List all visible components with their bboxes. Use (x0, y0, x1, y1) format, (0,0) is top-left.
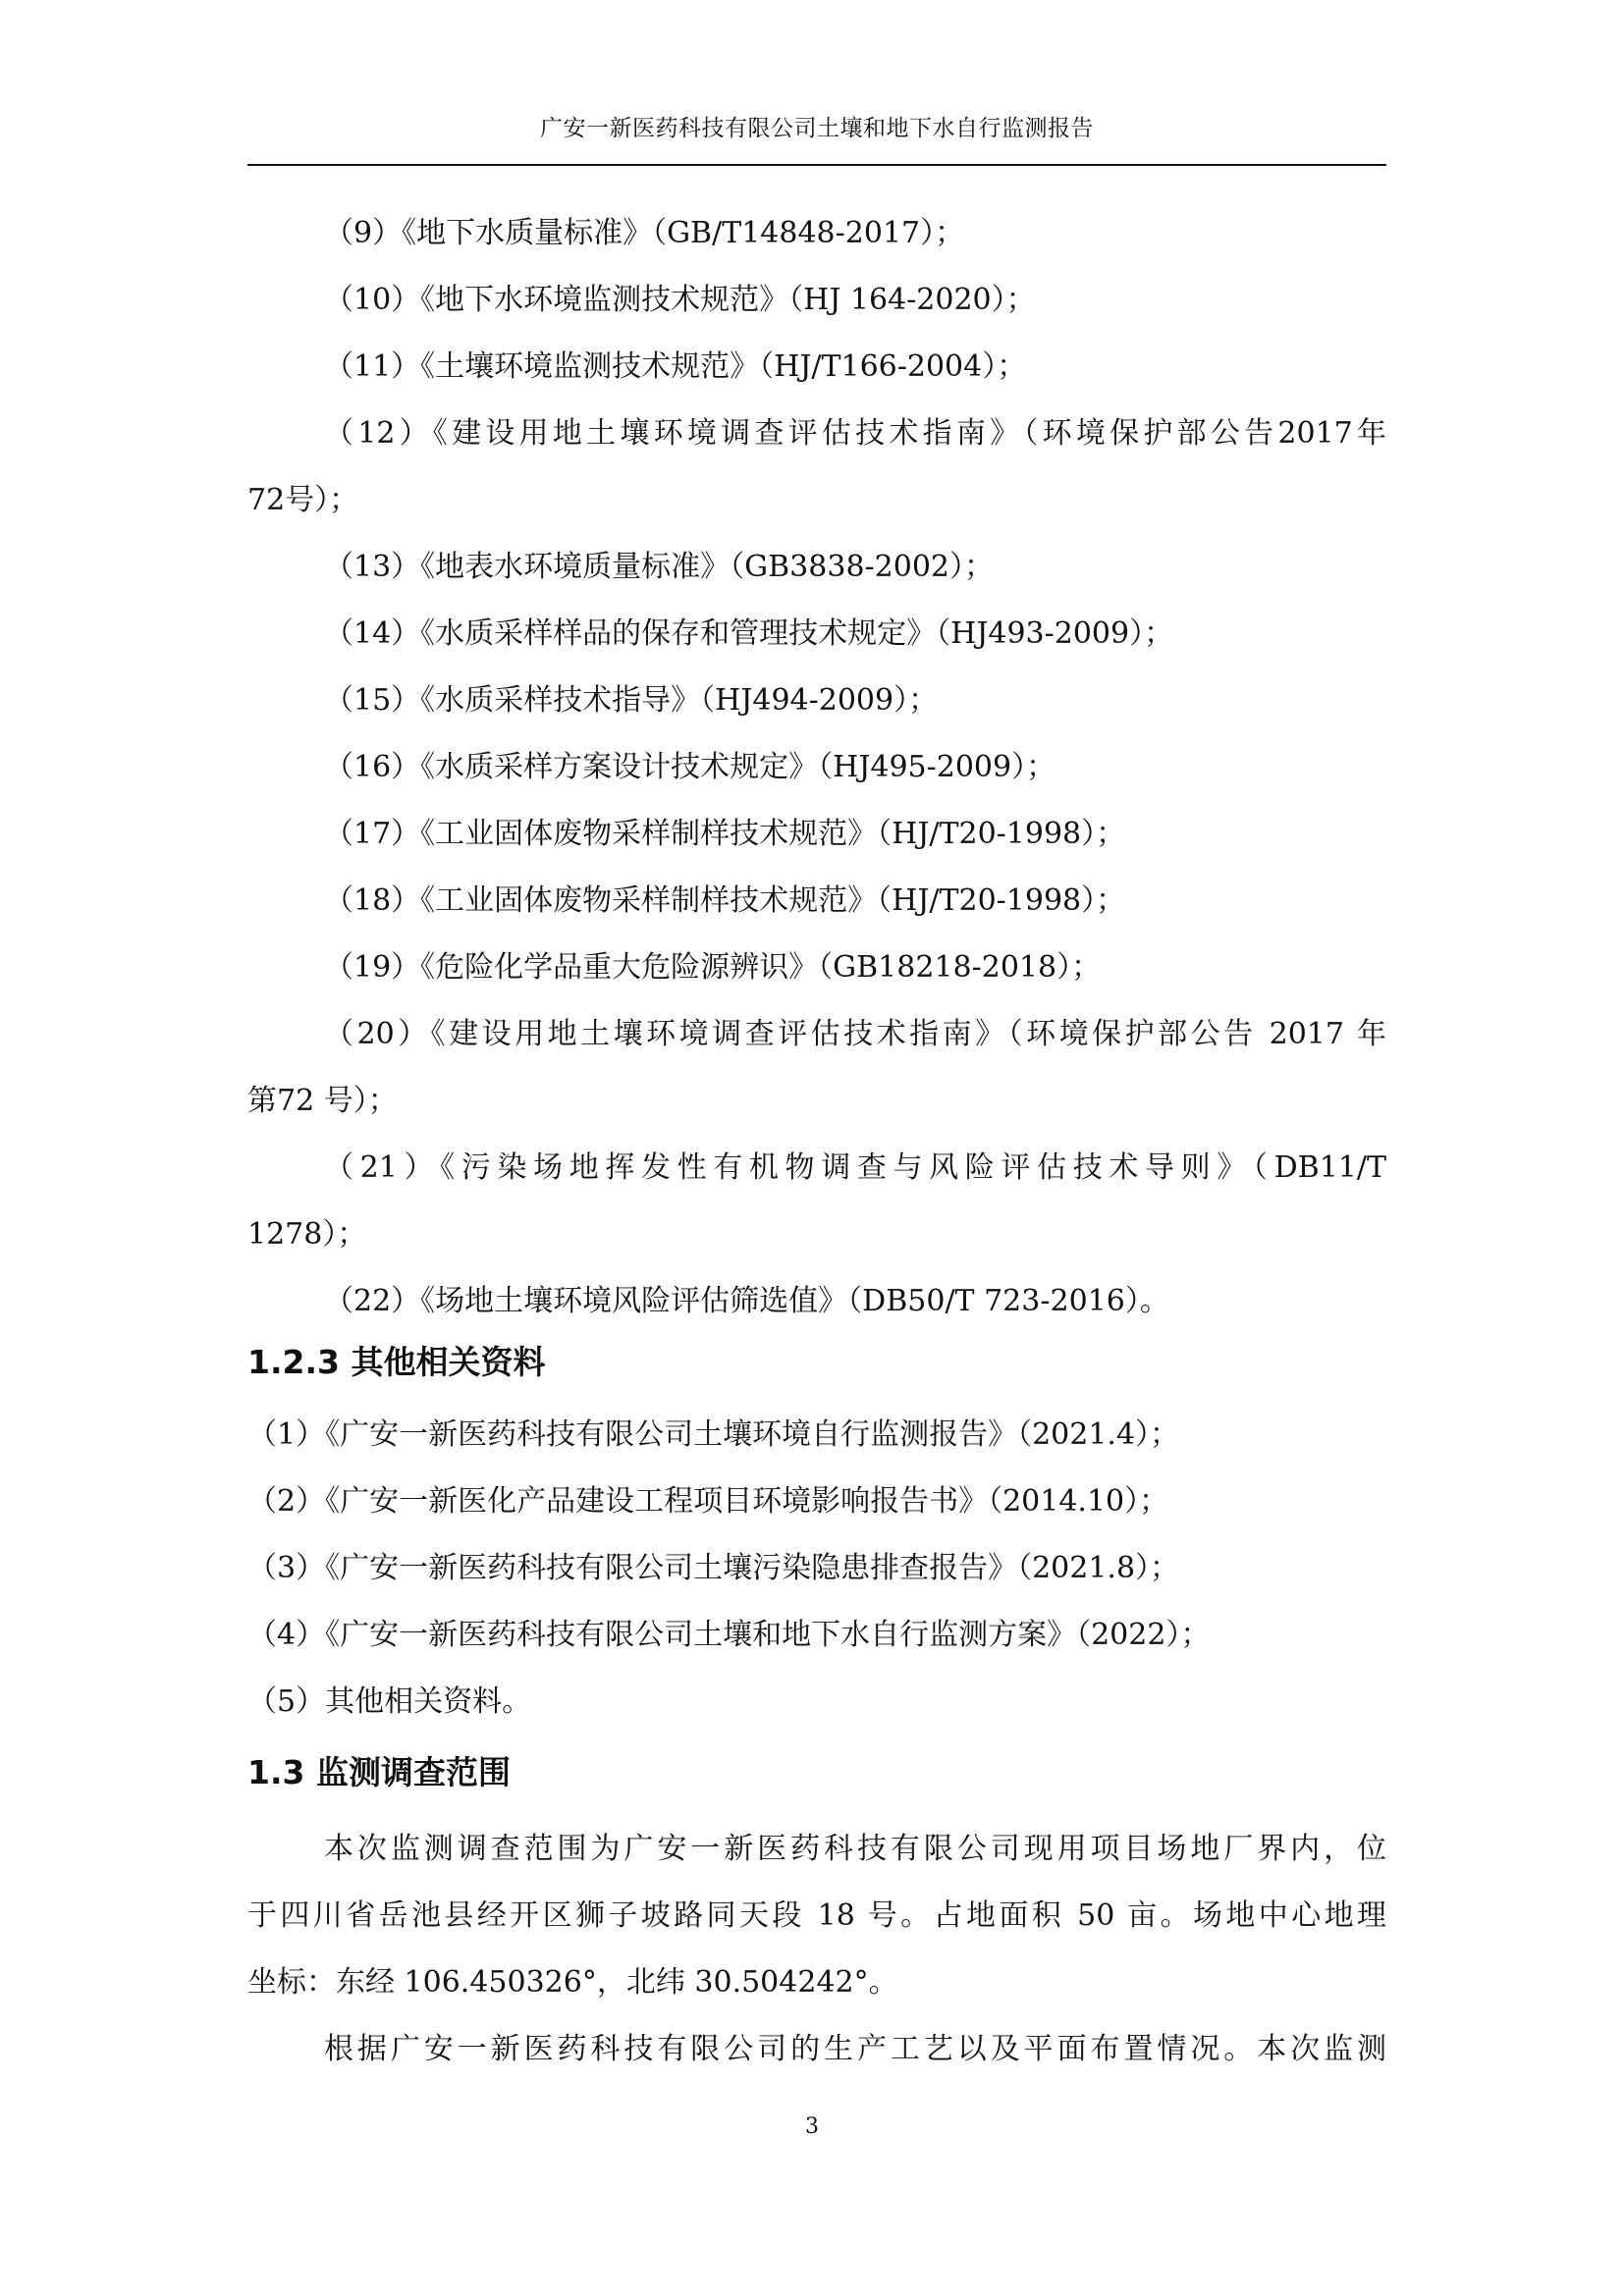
reference-item-16: （16）《水质采样方案设计技术规定》（HJ495-2009）； (324, 750, 1056, 784)
related-item-4: （4）《广安一新医药科技有限公司土壤和地下水自行监测方案》（2022）； (247, 1618, 1211, 1652)
layout-paragraph-line-1: 根据广安一新医药科技有限公司的生产工艺以及平面布置情况。本次监测 (324, 2032, 1386, 2066)
reference-item-22: （22）《场地土壤环境风险评估筛选值》（DB50/T 723-2016）。 (324, 1284, 1169, 1318)
reference-item-15: （15）《水质采样技术指导》（HJ494-2009）； (324, 683, 939, 718)
section-heading-1-3: 1.3 监测调查范围 (247, 1753, 511, 1791)
scope-paragraph-line-2: 于四川省岳池县经开区狮子坡路同天段 18 号。占地面积 50 亩。场地中心地理 (247, 1898, 1386, 1933)
related-item-5: （5）其他相关资料。 (247, 1684, 532, 1719)
reference-item-12-continuation: 72号）； (247, 483, 359, 517)
reference-item-14: （14）《水质采样样品的保存和管理技术规定》（HJ493-2009）； (324, 616, 1174, 651)
header-rule (247, 164, 1386, 166)
reference-item-20: （20）《建设用地土壤环境调查评估技术指南》（环境保护部公告 2017 年 (324, 1017, 1386, 1051)
reference-item-12: （12）《建设用地土壤环境调查评估技术指南》（环境保护部公告2017年 (324, 416, 1386, 451)
reference-item-21: （21）《污染场地挥发性有机物调查与风险评估技术导则》（DB11/T (324, 1150, 1386, 1185)
reference-item-20-continuation: 第72 号）； (247, 1084, 398, 1118)
related-item-1: （1）《广安一新医药科技有限公司土壤环境自行监测报告》（2021.4）； (247, 1417, 1180, 1452)
scope-paragraph-line-3: 坐标：东经 106.450326°，北纬 30.504242°。 (247, 1965, 898, 2000)
reference-item-19: （19）《危险化学品重大危险源辨识》（GB18218-2018）； (324, 950, 1102, 985)
page-number: 3 (805, 2114, 819, 2139)
reference-item-10: （10）《地下水环境监测技术规范》（HJ 164-2020）； (324, 283, 1036, 317)
reference-item-17: （17）《工业固体废物采样制样技术规范》（HJ/T20-1998）； (324, 817, 1126, 851)
running-header: 广安一新医药科技有限公司土壤和地下水自行监测报告 (540, 116, 1094, 141)
reference-item-13: （13）《地表水环境质量标准》（GB3838-2002）； (324, 550, 995, 584)
reference-item-9: （9）《地下水质量标准》（GB/T14848-2017）； (324, 216, 965, 250)
section-heading-1-2-3: 1.2.3 其他相关资料 (247, 1343, 546, 1381)
reference-item-11: （11）《土壤环境监测技术规范》（HJ/T166-2004）； (324, 349, 1027, 384)
related-item-2: （2）《广安一新医化产品建设工程项目环境影响报告书》（2014.10）； (247, 1484, 1169, 1519)
scope-paragraph-line-1: 本次监测调查范围为广安一新医药科技有限公司现用项目场地厂界内，位 (324, 1832, 1386, 1866)
reference-item-18: （18）《工业固体废物采样制样技术规范》（HJ/T20-1998）； (324, 883, 1126, 918)
related-item-3: （3）《广安一新医药科技有限公司土壤污染隐患排查报告》（2021.8）； (247, 1551, 1180, 1585)
reference-item-21-continuation: 1278）； (247, 1217, 367, 1252)
